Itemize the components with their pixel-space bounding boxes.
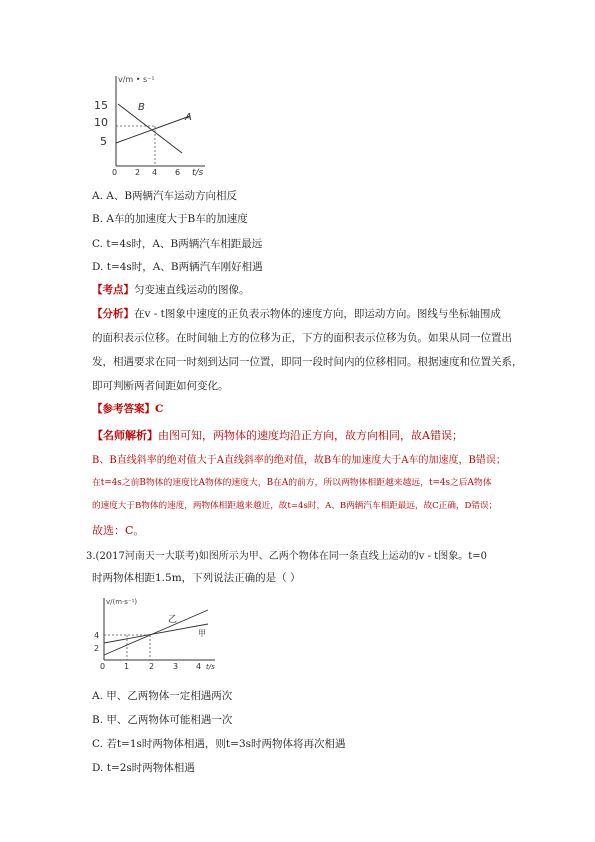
g1-y-tick-5: 5 [100, 135, 107, 148]
g2-label-jia: 甲 [198, 629, 206, 638]
jiexi-line-1 [92, 427, 463, 443]
g1-x-tick-4: 4 [152, 168, 158, 177]
g2-x-axis-label: t/s [206, 663, 215, 671]
g2-x-tick-4: 4 [196, 662, 202, 671]
kaodian-tag: 【考点】 [92, 284, 134, 296]
kaodian [92, 282, 250, 297]
fenxi-line-1 [92, 306, 501, 321]
jiexi-line-2: B、B直线斜率的绝对值大于A直线斜率的绝对值，故B车的加速度大于A车的加速度，B错误； [92, 455, 506, 466]
answer-value: C [155, 403, 164, 415]
vt-graph-2 [90, 592, 220, 672]
jiexi-line-3: 在t=4s之前B物体的速度比A物体的速度大，B在A的前方，所以两物体相距越来越远，t=4s之后A物体 [92, 478, 492, 488]
g2-x-tick-3: 3 [173, 662, 179, 671]
fenxi-line-3: 发，相遇要求在同一时刻到达同一位置，即同一段时间内的位移相同。根据速度和位置关系， [92, 356, 523, 368]
g1-x-axis-label: t/s [192, 168, 204, 178]
g1-x-tick-0: 0 [112, 168, 118, 177]
g1-label-a: A [185, 112, 192, 123]
jiexi-tag: 【名师解析】 [92, 429, 158, 442]
g1-line-b [118, 104, 182, 153]
fenxi-tag: 【分析】 [92, 308, 134, 320]
q3-stem-line-1: 3.(2017河南天一大联考)如图所示为甲、乙两个物体在同一条直线上运动的v - t图象。t=0 [86, 551, 487, 562]
q3-option-a: A. 甲、乙两物体一定相遇两次 [92, 690, 233, 702]
g2-y-tick-4: 4 [94, 631, 100, 640]
g1-label-b: B [138, 102, 145, 113]
g1-y-tick-10: 10 [94, 116, 108, 129]
g2-x-tick-1: 1 [124, 662, 130, 671]
g2-label-yi: 乙 [168, 615, 178, 625]
g1-x-tick-6: 6 [175, 168, 181, 177]
g2-line-jia [104, 624, 208, 643]
jiexi-line-5: 故选：C。 [92, 524, 145, 537]
fenxi-text-1: 在v - t图象中速度的正负表示物体的速度方向，即运动方向。图线与坐标轴围成 [134, 308, 501, 320]
g1-y-axis-label: v/m • s⁻¹ [118, 75, 155, 84]
fenxi-line-4: 即可判断两者间距如何变化。 [92, 380, 229, 392]
q3-stem-line-2: 时两物体相距1.5m，下列说法正确的是（ ） [92, 572, 301, 584]
q1-option-c: C. t=4s时，A、B两辆汽车相距最远 [92, 238, 263, 250]
g2-y-tick-2: 2 [94, 644, 100, 653]
g2-x-tick-2: 2 [149, 662, 155, 671]
answer-tag: 【参考答案】 [92, 403, 155, 415]
vt-graph-1 [90, 68, 210, 178]
fenxi-line-2: 的面积表示位移。在时间轴上方的位移为正，下方的面积表示位移为负。如果从同一位置出 [92, 332, 512, 344]
jiexi-line-4: 的速度大于B物体的速度，两物体相距越来越近，故t=4s时，A、B两辆汽车相距最远，故C正确，D错误； [92, 501, 498, 511]
g2-line-yi [104, 610, 208, 655]
kaodian-text: 匀变速直线运动的图像。 [134, 284, 250, 296]
g2-x-tick-0: 0 [100, 662, 106, 671]
g1-line-a [116, 116, 190, 143]
q3-option-c: C. 若t=1s时两物体相遇，则t=3s时两物体将再次相遇 [92, 738, 346, 750]
g1-x-tick-2: 2 [135, 168, 141, 177]
g2-y-axis-label: v/(m·s⁻¹) [106, 598, 138, 606]
q3-option-d: D. t=2s时两物体相遇 [92, 762, 195, 774]
q1-option-d: D. t=4s时，A、B两辆汽车刚好相遇 [92, 261, 263, 273]
q3-option-b: B. 甲、乙两物体可能相遇一次 [92, 714, 233, 726]
g1-y-tick-15: 15 [94, 99, 108, 112]
answer [92, 401, 163, 416]
jiexi-text-1: 由图可知，两物体的速度均沿正方向，故方向相同，故A错误； [158, 429, 463, 442]
q1-option-a: A. A、B两辆汽车运动方向相反 [92, 190, 238, 202]
q1-option-b: B. A车的加速度大于B车的加速度 [92, 213, 248, 225]
